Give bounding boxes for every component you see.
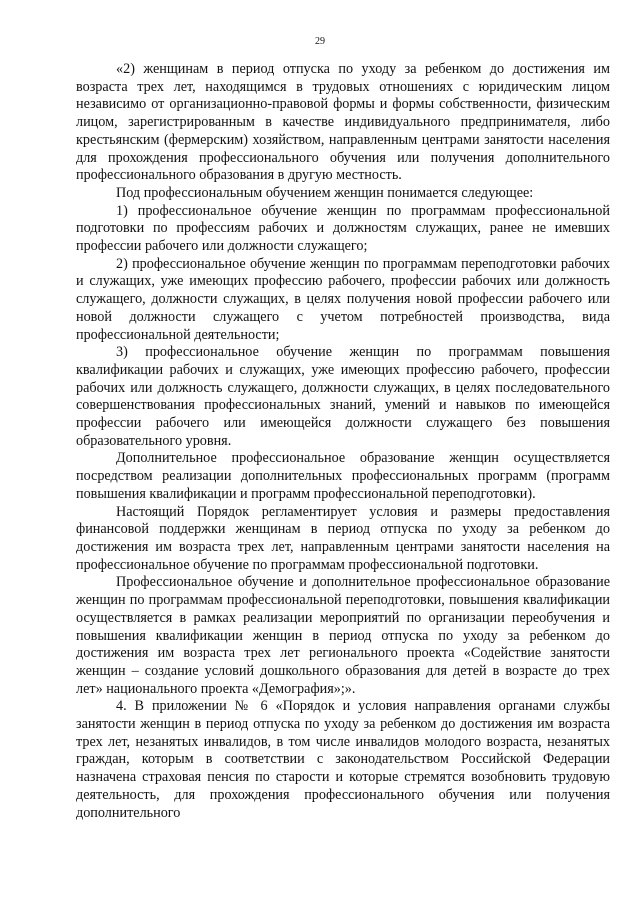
paragraph-list-item-1: 1) профессиональное обучение женщин по программам профессиональной подготовки по профессиям рабочих и должностям служащих, ранее не имевших профессии рабочего или должности служащего; — [76, 202, 610, 255]
paragraph-appendix-6: 4. В приложении № 6 «Порядок и условия направления органами службы занятости женщин в период отпуска по уходу за ребенком до достижения им возраста трех лет, незанятых инвалидов, в том числе инвалидов молодого возраста, незанятых граждан, которым в соответствии с законодательством Российской Федерации назначена страховая пенсия по старости и которые стремятся возобновить трудовую деятельность, для прохождения профессионального обучения или получения дополнительного — [76, 698, 610, 821]
paragraph-procedure-scope: Настоящий Порядок регламентирует условия и размеры предоставления финансовой поддержки женщинам в период отпуска по уходу за ребенком до достижения им возраста трех лет, направленным центрами занятости населения на профессиональное обучение по программам профессиональной подготовки. — [76, 503, 610, 573]
paragraph-regional-project: Профессиональное обучение и дополнительное профессиональное образование женщин по программам профессиональной переподготовки, повышения квалификации осуществляется в рамках реализации мероприятий по организации переобучения и повышения квалификации женщин в период отпуска по уходу за ребенком до достижения им возраста трех лет регионального проекта «Содействие занятости женщин – создание условий дошкольного образования для детей в возрасте до трех лет» национального проекта «Демография»;». — [76, 574, 610, 697]
paragraph-list-item-3: 3) профессиональное обучение женщин по программам повышения квалификации рабочих и служащих, уже имеющих профессию рабочего, профессии рабочих или должность служащего, должности служащих, в целях последовательного совершенствования профессиональных знаний, умений и навыков по имеющейся профессии рабочего или имеющейся должности служащего без повышения образовательного уровня. — [76, 344, 610, 449]
paragraph-additional-education: Дополнительное профессиональное образование женщин осуществляется посредством реализации дополнительных профессиональных программ (программ повышения квалификации и программ профессиональной переподготовки). — [76, 450, 610, 502]
document-body — [76, 61, 610, 822]
paragraph-definition-intro: Под профессиональным обучением женщин понимается следующее: — [116, 184, 534, 201]
page-number: 29 — [315, 36, 325, 47]
paragraph-list-item-2: 2) профессиональное обучение женщин по программам переподготовки рабочих и служащих, уже имеющих профессию рабочего, профессии рабочих или должность служащего, должности служащих, в целях получения новой профессии рабочего или новой должности служащего с учетом потребностей производства, вида профессиональной деятельности; — [76, 255, 610, 343]
paragraph-item-2: «2) женщинам в период отпуска по уходу за ребенком до достижения им возраста трех лет, находящимся в трудовых отношениях с юридическим лицом независимо от организационно-правовой формы и формы собственности, физическим лицом, зарегистрированным в качестве индивидуального предпринимателя, либо крестьянским (фермерским) хозяйством, направленным центрами занятости населения для прохождения профессионального обучения или получения дополнительного профессионального образования в другую местность. — [76, 61, 610, 184]
